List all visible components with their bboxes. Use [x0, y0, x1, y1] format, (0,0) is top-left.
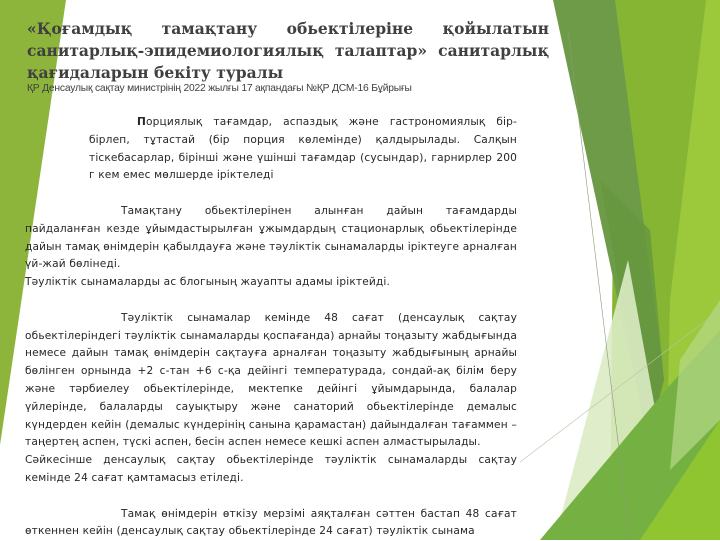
paragraph-portion-samples	[89, 114, 517, 185]
slide-body	[25, 114, 517, 541]
paragraph-text: орциялық тағамдар, аспаздық және гастрономиялық бір-бірлеп, тұтастай (бір порция көлемінде) қалдырылады. Салқын тіскебасарлар, бірінші және үшінші тағамдар (сусындар), гарнирлер 200 г кем емес мөлшерде іріктеледі	[89, 116, 517, 182]
paragraph-gap	[89, 488, 517, 506]
slide-title: «Қоғамдық тамақтану обьектілеріне қойылатын санитарлық-эпидемиологиялық талаптар» санитарлық қағидаларын бекіту туралы	[27, 19, 549, 82]
paragraph-gap	[89, 292, 517, 310]
paragraph-first-letter: П	[137, 116, 147, 128]
paragraph-disposal: Тамақ өнімдерін өткізу мерзімі аяқталған сәттен бастап 48 сағат өткеннен кейін (денсаулық сақтау обьектілерінде 24 сағат) тәуліктік сынама	[25, 507, 517, 538]
paragraph-storage-48h: Тәуліктік сынамалар кемінде 48 сағат (денсаулық сақтау обьектілеріндегі тәуліктік сынамаларды қоспағанда) арнайы тоңазыту жабдығында немесе дайын тамақ өнімдерін сақтауға арналған тоңазыту жабдығының арнайы бөлінген орнында +2 с-тан +6 с-қа дейінгі температурада, сондай-ақ білім беру және тәрбиелеу обьектілерінде, мектепке дейінгі ұйымдарында, балалар үйлерінде, балаларды сауықтыру және санаторий обьектілерінде демалыс күндерден кейін (демалыс күндерінің санына қарамастан) дайындалған тағаммен – таңертең аспен, түскі аспен, бесін аспен немесе кешкі аспен алмастырылады.	[25, 311, 517, 449]
slide-subtitle: ҚР Денсаулық сақтау министрінің 2022 жылғы 17 ақпандағы №ҚР ДСМ-16 Бұйрығы	[27, 83, 412, 94]
paragraph-gap	[89, 185, 517, 203]
paragraph-sampling-room: Тамақтану обьектілерінен алынған дайын тағамдарды пайдаланған кезде ұйымдастырылған ұжымдардың стационарлық обьектілерінде дайын тамақ өнімдерін қабылдауға және тәуліктік сынамаларды іріктеуге арналған үй-жай бөлінеді.	[25, 204, 517, 271]
paragraph-storage-24h: Сәйкесінше денсаулық сақтау обьектілерінде тәуліктік сынамаларды сақтау кемінде 24 сағат қамтамасыз етіледі.	[25, 454, 517, 484]
paragraph-responsible-person: Тәуліктік сынамаларды ас блогының жауапты адамы іріктейді.	[25, 276, 391, 289]
